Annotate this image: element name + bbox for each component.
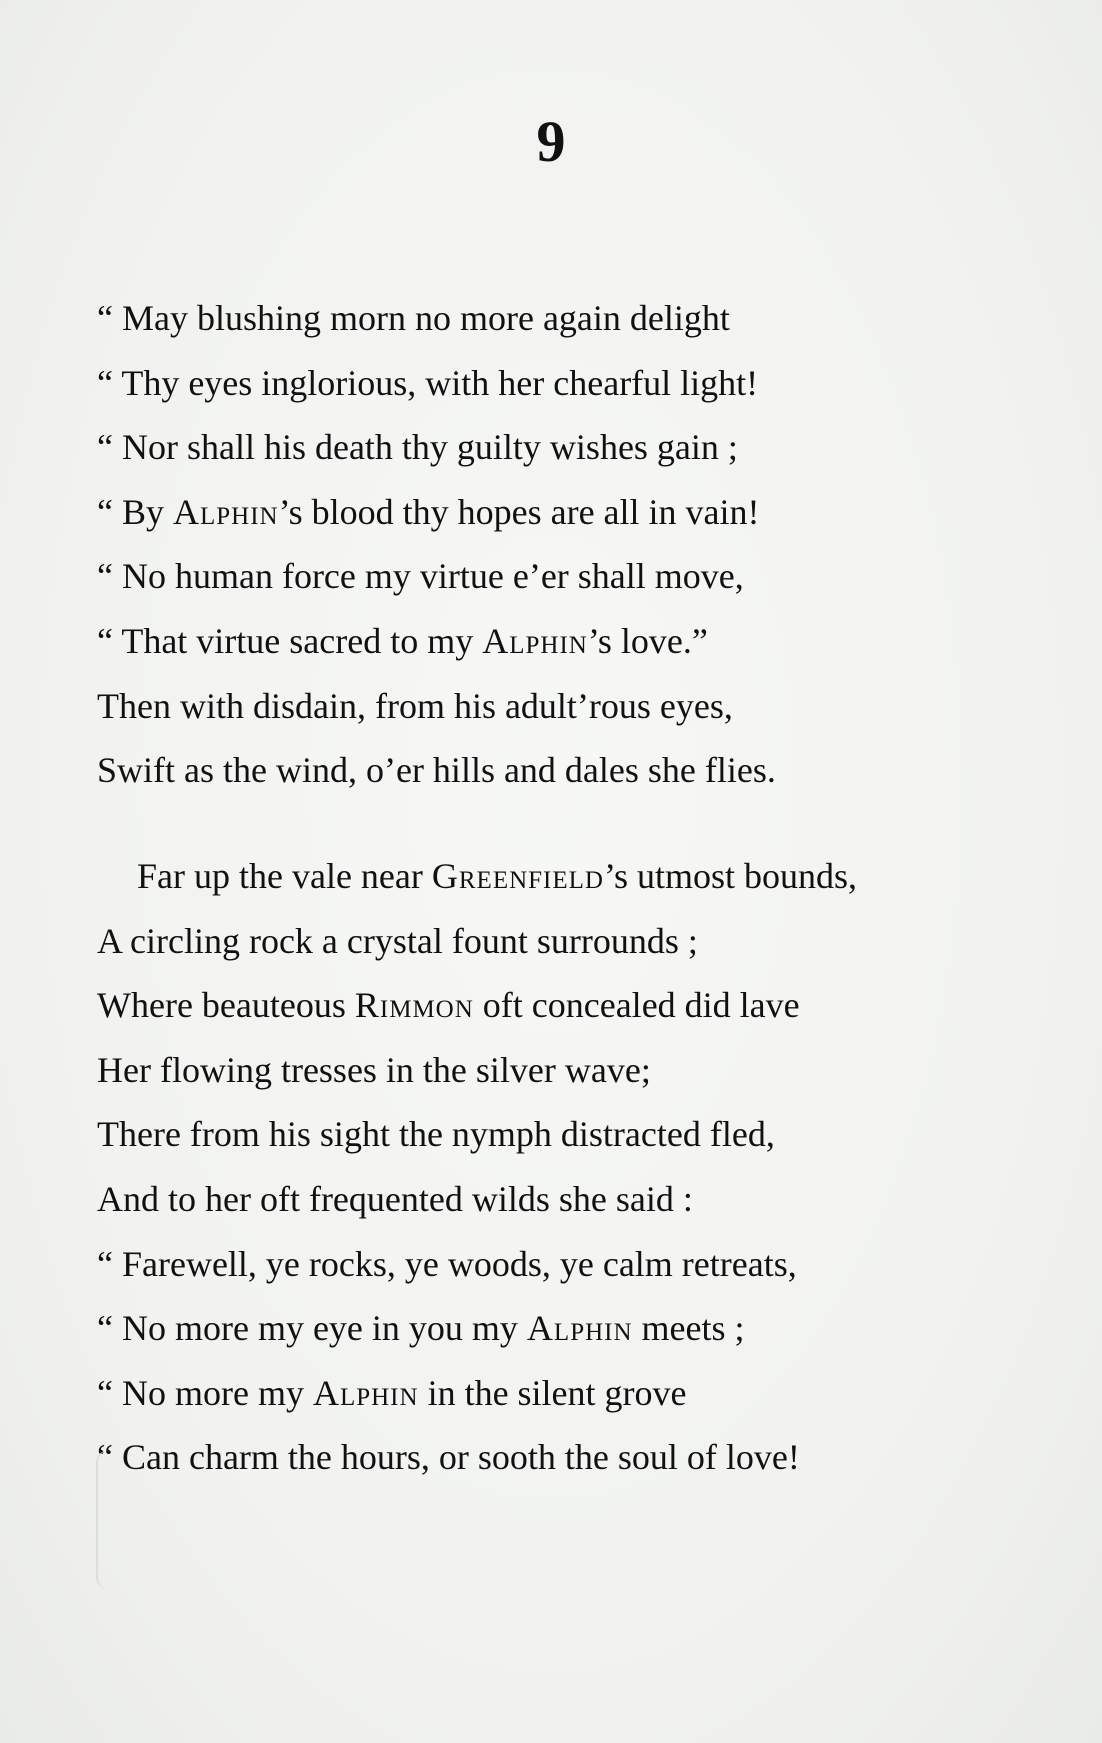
page-number: 9 [536,109,566,174]
verse-line: “ Farewell, ye rocks, ye woods, ye calm retreats, [97,1243,797,1284]
verse-line: “ By Alphin’s blood thy hopes are all in vain! [97,491,760,532]
verse-line: “ Can charm the hours, or sooth the soul of love! [97,1437,800,1478]
verse-line: “ May blushing morn no more again delight [97,298,730,338]
verse-line: A circling rock a crystal fount surrounds ; [97,920,698,961]
stanza-2 [97,850,997,1496]
verse-line: And to her oft frequented wilds she said : [97,1178,693,1219]
verse-line: There from his sight the nymph distracted fled, [97,1114,775,1155]
verse-line: Swift as the wind, o’er hills and dales she flies. [97,750,776,791]
stanza-1 [97,292,997,809]
verse-line: “ Thy eyes inglorious, with her chearful light! [97,362,759,403]
verse-line: Where beauteous Rimmon oft concealed did lave [97,985,800,1026]
bleed-through-brace [96,1450,122,1590]
verse-line: “ Nor shall his death thy guilty wishes gain ; [97,427,738,468]
verse-line: “ No more my eye in you my Alphin meets ; [97,1308,745,1349]
verse-line: Then with disdain, from his adult’rous eyes, [97,685,733,726]
verse-line: “ No human force my virtue e’er shall move, [97,556,744,597]
verse-line: Her flowing tresses in the silver wave; [97,1049,651,1090]
verse-line: “ That virtue sacred to my Alphin’s love.” [97,620,708,661]
verse-line: “ No more my Alphin in the silent grove [97,1372,687,1413]
verse-line: Far up the vale near Greenfield’s utmost bounds, [137,856,858,896]
